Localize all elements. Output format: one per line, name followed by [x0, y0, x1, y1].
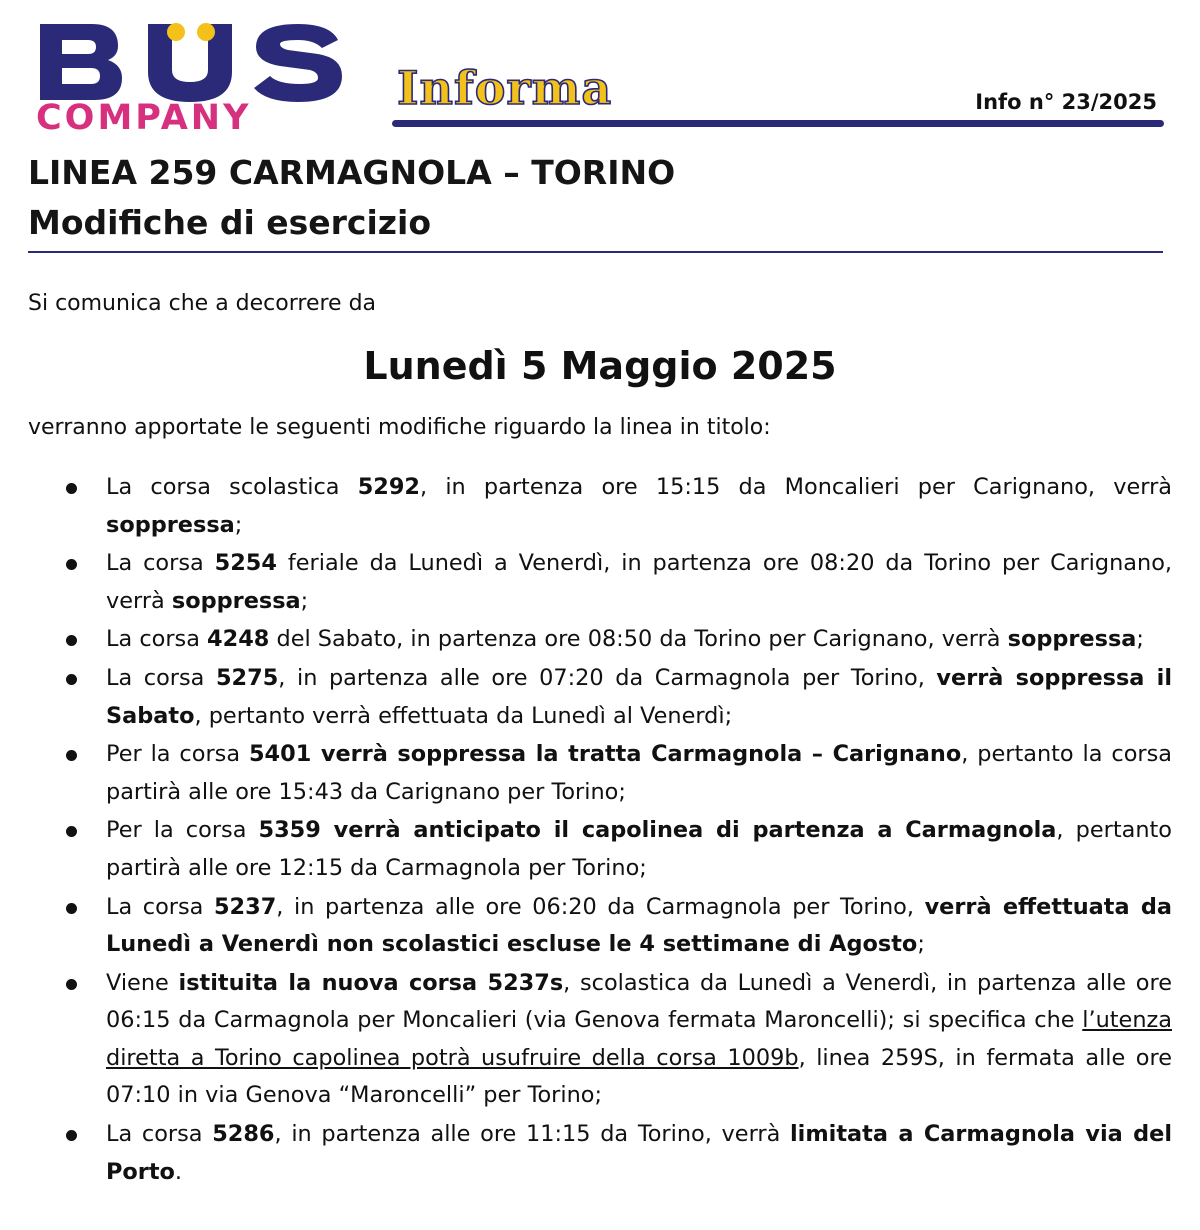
- changes-list: [0, 469, 1200, 1192]
- change-text: , pertanto la corsa partirà alle ore 15:43 da Carignano per Torino;: [106, 741, 1172, 805]
- title-line-route: LINEA 259 CARMAGNOLA – TORINO: [28, 153, 676, 192]
- change-emphasis: limitata a Carmagnola via del Porto: [106, 1121, 1173, 1185]
- page-title: [28, 148, 675, 248]
- change-text: , in partenza alle ore 07:20 da Carmagnola per Torino,: [278, 665, 937, 692]
- bullet-icon: [66, 1130, 77, 1141]
- intro-text: Si comunica che a decorrere da: [28, 291, 377, 316]
- bus-logo-wordmark: [30, 12, 360, 102]
- change-emphasis: 5237: [213, 893, 277, 920]
- change-text: , in partenza ore 15:15 da Moncalieri per Carignano, verrà: [420, 474, 1172, 500]
- change-emphasis: 5275: [215, 665, 279, 692]
- change-emphasis: soppressa: [106, 511, 235, 538]
- subintro-text: verranno apportate le seguenti modifiche riguardo la linea in titolo:: [28, 415, 771, 440]
- change-item: [0, 469, 1200, 544]
- bullet-icon: [66, 903, 77, 914]
- bullet-icon: [66, 979, 77, 990]
- bullet-icon: [66, 483, 77, 494]
- change-emphasis: soppressa: [1007, 626, 1137, 653]
- change-text: ;: [1136, 626, 1144, 653]
- company-logo-text: COMPANY: [36, 98, 252, 138]
- change-emphasis: 5254: [214, 550, 277, 577]
- change-text: La corsa: [106, 665, 216, 692]
- header-divider: [392, 120, 1164, 127]
- bus-company-logo: [30, 12, 360, 138]
- change-item: [0, 660, 1200, 735]
- change-text: .: [174, 1158, 183, 1185]
- change-text: Per la corsa: [106, 741, 249, 768]
- effective-date: Lunedì 5 Maggio 2025: [363, 344, 837, 388]
- bullet-icon: [66, 674, 77, 685]
- change-emphasis: 5292: [357, 474, 421, 500]
- change-emphasis: verrà effettuata da Lunedì a Venerdì non scolastici escluse le 4 settimane di Agosto: [106, 893, 1172, 958]
- change-text: La corsa: [106, 893, 214, 920]
- bullet-icon: [66, 559, 77, 570]
- change-emphasis: verrà soppressa il Sabato: [106, 665, 1173, 729]
- change-emphasis: istituita la nuova corsa 5237s: [178, 969, 564, 996]
- bullet-icon: [66, 826, 77, 837]
- change-emphasis: 5401 verrà soppressa la tratta Carmagnola – Carignano: [248, 741, 962, 768]
- change-text: , scolastica da Lunedì a Venerdì, in partenza alle ore 06:15 da Carmagnola per Moncalieri (via Genova fermata Maroncelli); si specifica che: [106, 969, 1172, 1034]
- change-text: Per la corsa: [106, 817, 259, 844]
- change-item: [0, 1116, 1200, 1191]
- change-item: [0, 812, 1200, 887]
- change-text: feriale da Lunedì a Venerdì, in partenza ore 08:20 da Torino per Carignano, verrà: [106, 550, 1173, 614]
- bullet-icon: [66, 750, 77, 761]
- change-item: [0, 965, 1200, 1115]
- change-text: del Sabato, in partenza ore 08:50 da Torino per Carignano, verrà: [269, 626, 1008, 653]
- title-divider: [28, 251, 1163, 253]
- change-item: [0, 621, 1200, 659]
- change-text: Viene: [106, 969, 179, 996]
- change-item: [0, 889, 1200, 964]
- informa-wordmark: Informa: [397, 61, 613, 115]
- change-text: La corsa scolastica: [106, 474, 358, 500]
- change-text: ;: [300, 587, 309, 614]
- change-text: La corsa: [106, 626, 208, 653]
- info-number: Info n° 23/2025: [975, 90, 1157, 114]
- change-text: , linea 259S, in fermata alle ore 07:10 in via Genova “Maroncelli” per Torino;: [106, 1044, 1172, 1109]
- change-text: ;: [234, 511, 243, 538]
- change-emphasis: 4248: [207, 626, 270, 653]
- change-text: ;: [917, 931, 925, 958]
- change-text: La corsa: [106, 1121, 213, 1147]
- bullet-icon: [66, 635, 77, 646]
- change-emphasis: 5359 verrà anticipato il capolinea di partenza a Carmagnola: [258, 817, 1057, 844]
- change-text: , pertanto verrà effettuata da Lunedì al Venerdì;: [194, 702, 733, 729]
- change-item: [0, 736, 1200, 811]
- change-emphasis: soppressa: [171, 587, 301, 614]
- title-line-subject: Modifiche di esercizio: [28, 203, 431, 242]
- change-text: La corsa: [106, 550, 215, 577]
- change-text: , in partenza alle ore 11:15 da Torino, verrà: [274, 1121, 790, 1147]
- change-emphasis: 5286: [212, 1121, 275, 1147]
- change-item: [0, 545, 1200, 620]
- change-text: , in partenza alle ore 06:20 da Carmagnola per Torino,: [276, 893, 925, 920]
- change-underlined: l’utenza diretta a Torino capolinea potrà usufruire della corsa 1009b: [106, 1007, 1172, 1071]
- change-text: , pertanto partirà alle ore 12:15 da Carmagnola per Torino;: [106, 817, 1172, 881]
